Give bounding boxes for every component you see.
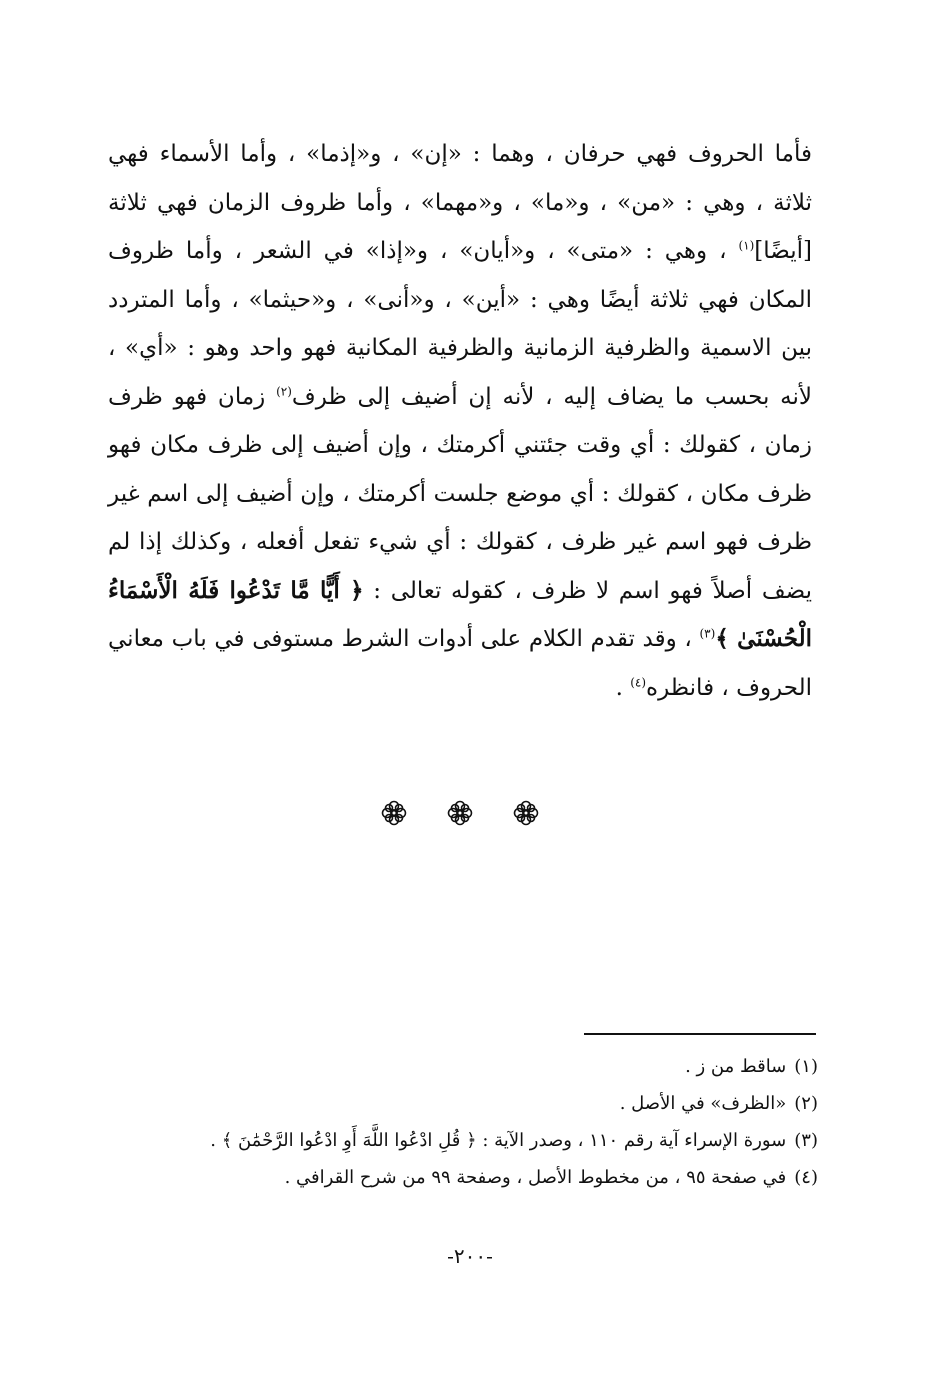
footnote-number: (٣)	[794, 1130, 818, 1151]
text-segment-2: ، وهي : «متى» ، و«أيان» ، و«إذا» في الشعر ، وأما ظروف المكان فهي ثلاثة أيضًا وهي : «أين» ، و«أنى» ، و«حيثما» ، وأما المتردد بين الاسمية والظرفية الزمانية والظرفية المكانية فهو واحد وهو : «أي» ، لأنه بحسب ما يضاف إليه ، لأنه إن أضيف إلى ظرف	[108, 238, 813, 410]
flower-ornament-icon	[380, 799, 408, 827]
footnote-number: (١)	[794, 1056, 818, 1077]
text-segment-5: .	[615, 674, 623, 701]
text-segment-4: ، وقد تقدم الكلام على أدوات الشرط مستوفى في باب معاني الحروف ، فانظره	[108, 626, 812, 701]
main-text-block	[108, 130, 812, 712]
footnote-text: في صفحة ٩٥ ، من مخطوط الأصل ، وصفحة ٩٩ من شرح القرافي .	[284, 1167, 787, 1188]
quran-verse: ﴿ أَيًّا مَّا تَدْعُوا فَلَهُ الْأَسْمَاءُ الْحُسْنَىٰ ﴾	[108, 576, 813, 652]
footnote-ref-1[interactable]: (١)	[738, 238, 755, 253]
footnote-number: (٢)	[794, 1093, 818, 1114]
footnotes-section	[98, 1048, 818, 1196]
footnote-divider	[584, 1033, 816, 1035]
flower-ornament-icon	[512, 799, 540, 827]
footnote-text: ساقط من ز .	[685, 1056, 787, 1077]
footnote-text: «الظرف» في الأصل .	[619, 1093, 787, 1114]
footnote-2	[98, 1085, 818, 1122]
section-ornaments	[380, 796, 540, 830]
footnote-4	[98, 1159, 818, 1196]
footnote-1	[98, 1048, 818, 1085]
footnote-text: سورة الإسراء آية رقم ١١٠ ، وصدر الآية : ﴿ قُلِ ادْعُوا اللَّهَ أَوِ ادْعُوا الرَّحْمَٰنَ ﴾ .	[210, 1130, 787, 1151]
flower-ornament-icon	[446, 799, 474, 827]
footnote-3	[98, 1122, 818, 1159]
page-number: -٢٠٠-	[447, 1244, 493, 1268]
text-segment-3: زمان فهو ظرف زمان ، كقولك : أي وقت جئتني أكرمتك ، وإن أضيف إلى ظرف مكان فهو ظرف مكان ، كقولك : أي موضع جلست أكرمتك ، وإن أضيف إلى اسم غير ظرف فهو اسم غير ظرف ، كقولك : أي شيء تفعل أفعله ، وكذلك إذا لم يضف أصلاً فهو اسم لا ظرف ، كقوله تعالى :	[108, 383, 812, 604]
footnote-ref-4[interactable]: (٤)	[630, 674, 647, 689]
body-paragraph	[108, 130, 812, 712]
text-segment-1: فأما الحروف فهي حرفان ، وهما : «إن» ، و«إذما» ، وأما الأسماء فهي ثلاثة ، وهي : «من» ، و«ما» ، و«مهما» ، وأما ظروف الزمان فهي ثلاثة [أيضًا]	[108, 141, 812, 264]
footnote-number: (٤)	[794, 1167, 818, 1188]
footnote-ref-3[interactable]: (٣)	[699, 626, 716, 641]
footnote-ref-2[interactable]: (٢)	[276, 383, 292, 398]
